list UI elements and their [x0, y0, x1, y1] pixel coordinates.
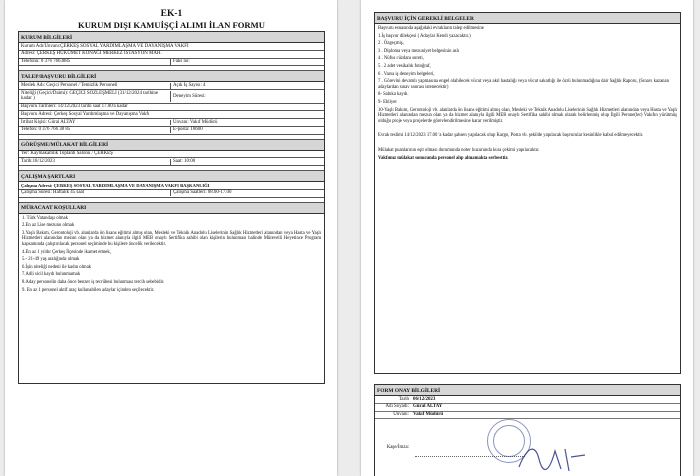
kurum-adi: Kurum Adı/Unvanı:ÇERKEŞ SOSYAL YARDIMLAŞMA VE DAYANIŞMA VAKFI — [21, 43, 189, 49]
talep-irtibat: İrtibat Kişisi: Güral ALTAY — [21, 119, 76, 125]
onay-adsoyad-value: Güral ALTAY — [413, 404, 443, 410]
kurum-telefon: Telefonu: 0 376 7663885 — [21, 59, 71, 65]
onay-unvan-label: Unvanı: — [393, 412, 409, 418]
form-page-left — [5, 0, 337, 476]
talep-tarih: Başvuru Tarihleri: 14/12/2023 tarihi saat 17.00'a kadar — [21, 104, 128, 110]
muracaat-item: 1. Türk Vatandaşı olmak — [22, 215, 68, 221]
talep-adres: Başvuru Adresi: Çerkeş Sosyal Yardımlaşma ve Dayanışma Vakfı — [21, 111, 150, 117]
muracaat-item: 5.- 21-49 yaş aralığında olmak — [22, 257, 80, 263]
kurum-faks: Faks no: — [170, 59, 322, 65]
section-header-gorusme: GÖRÜŞME/MÜLAKAT BİLGİLERİ — [19, 140, 324, 151]
belge-item: 3 . Diploma veya mezuniyet belgesinin aslı — [378, 48, 460, 54]
mulakat-note: Mülakat puanlarının eşit olması durumunda noter huzurunda kura çekimi yapılacaktır. — [378, 147, 540, 153]
onay-tarih-value: 06/12/2023 — [413, 396, 436, 402]
talep-telefon: Telefon: 0 376 766 38 85 — [21, 127, 71, 133]
belge-item: 9- Ehliyet — [378, 99, 397, 105]
section-header-muracaat: MÜRACAAT KOŞULLARI — [19, 203, 324, 214]
belge-item: 1.İş başvur dilekçesi ( Adaylar Kendi yazacaktır.) — [378, 33, 471, 39]
calisma-sure: Çalışma Süresi: Haftalık 45 saat — [21, 190, 85, 196]
form-page-right — [361, 0, 693, 476]
calisma-adres: Çalışma Adresi: ÇERKEŞ SOSYAL YARDIMLAŞMA VE DAYANIŞMA VAKFI BAŞKANLIĞI — [21, 182, 210, 188]
muracaat-item: 3.Yaşlı Bakım, Gerontoloji vb. alanlarda ön lisans eğitimi almış olan, Mesleki ve Teknik Anadolu Liselerinin Sağlık Hizmetleri alanından veya Hasta ve Yaşlı Hizmetleri alanından mezun olan ya da hizmet alanıyla ilgili MEB onaylı Sertifika sahibi olan kişilerin bulunması halinde Mütevelli Heyetince Program kapsamında çalıştırılacak personel seçiminde bu kişilere öncelik verilecektir. — [22, 230, 321, 248]
belge-item: 8- Sabıka kaydı. — [378, 92, 409, 98]
belgeler-intro: Başvuru esnasında aşağıdaki evrakların talep edilmesine — [378, 26, 484, 31]
form-main-title: KURUM DIŞI KAMUİŞÇİ ALIMI İLAN FORMU — [78, 20, 265, 30]
section-header-kurum: KURUM BİLGİLERİ — [19, 32, 324, 43]
talep-acik-is: Açık İş Sayısı: 4 — [170, 83, 322, 89]
signature-scribble — [515, 439, 595, 475]
talep-meslek: Meslek Adı: Geçici Personel / Temizlik Personeli — [21, 82, 118, 88]
gorusme-tarih: Tarih:18/12/2023 — [21, 159, 55, 164]
belge-item: 10-Yaşlı Bakım, Gerontoloji vb. alanlarda ön lisans eğitimi almış olan, Mesleki ve Teknik Anadolu Liselerinin Sağlık Hizmetleri alanından veya Hasta ve Yaşlı Hizmetleri alanından mezun olan ya da hizmet alanıyla ilgili MEB onaylı Sertifika sahibi olmak olarak belirlenmiş olup İlgili Perone(ler) Vakıfın yürütmüş olduğu proje veya projelerde görevlendirilmesine karar verilmiştir. — [378, 107, 677, 124]
onay-kase-label: Kaşe/İmza: — [386, 445, 409, 451]
muracaat-item: 6.İşin niteliği nedeni ile kadın olmak — [22, 264, 91, 270]
section-header-onay: FORM ONAY BİLGİLERİ — [375, 385, 680, 396]
muracaat-item: 4.En az 1 yıldır Çerkeş İlçesinde ikamet etmek, — [22, 249, 111, 255]
gorusme-saat: Saat: 10:00 — [170, 159, 322, 165]
belgeler-box — [374, 12, 681, 374]
section-header-calisma: ÇALIŞMA ŞARTLARI — [19, 171, 324, 182]
section-header-talep: TALEP/BAŞVURU BİLGİLERİ — [19, 71, 324, 82]
belge-item: 2 . Özgeçmiş, — [378, 41, 404, 47]
onay-adsoyad-label: Adı Soyadı: — [385, 404, 409, 410]
talep-nitelik: Niteliği (Geçici/Daimi): GEÇİCİ SÖZLEŞMELİ (31/12/2024 tarihine kadar ) — [21, 90, 159, 102]
evrak-teslim-note: Evrak teslimi 14/12/2023 17.00 'a kadar şahsen yapılacak olup Kargo, Posta vb. şekilde yapılacak başvurular kesinlikle kabul edilmeyecektir. — [378, 133, 644, 139]
onay-unvan-value: Vakıf Müdürü — [413, 412, 444, 418]
vakfimiz-note: Vakfımız mülakat sonucunda personel alıp almamakta serbesttir. — [378, 155, 509, 161]
talep-deneyim: Deneyim Süresi: — [170, 91, 322, 102]
section-header-belgeler: BAŞVURU İÇİN GEREKLİ BELGELER — [375, 13, 680, 24]
belge-item: 5 . 2 adet vesikalık fotoğraf, — [378, 63, 431, 69]
gorusme-yer: Yer: Kaymakamlık Toplantı Salonu / ÇERKEŞ — [21, 151, 113, 157]
talep-unvan: Unvanı: Vakıf Müdürü — [170, 120, 322, 126]
calisma-saat: Çalışma Saatleri: 08.00-17.00 — [170, 190, 322, 196]
muracaat-item: 2.En az Lise mezunu olmak — [22, 223, 75, 229]
belge-item: 6 . Varsa iş deneyim belgeleri, — [378, 71, 435, 77]
belge-item: 7 . Görevini devamlı yapmasına engel olabilecek vücut veya akıl hastalığı veya vücut sakatlığı ile özrü bulunmadığına dair Sağlık Raporu, (Sınavı kazanan adaylardan sınav sonrası istenecektir) — [378, 79, 669, 90]
muracaat-item: 7.Adli sicil kaydı bulunmamak — [22, 272, 81, 278]
form-table — [18, 31, 325, 384]
muracaat-list — [19, 214, 324, 296]
kurum-adres: Adresi: ÇERKEŞ HÜKÜMET KONAĞI MERKEZ İSTASYON MAH. — [21, 51, 162, 57]
talep-eposta: E-posta: 18600 — [170, 127, 322, 133]
onay-tarih-label: Tarih — [398, 396, 409, 402]
onay-box — [374, 384, 681, 476]
muracaat-item: 9. En az 1 personel aktif araç kullanabilen adaylar içinden seçilecektir. — [22, 287, 155, 293]
form-annex-title: EK-1 — [160, 9, 183, 19]
belge-item: 4 . Nüfus cüzdanı sureti, — [378, 56, 424, 62]
muracaat-item: 8.Aday personelin daha önce benzer iş tecrübesi bulunması tercih sebebidir. — [22, 280, 165, 285]
